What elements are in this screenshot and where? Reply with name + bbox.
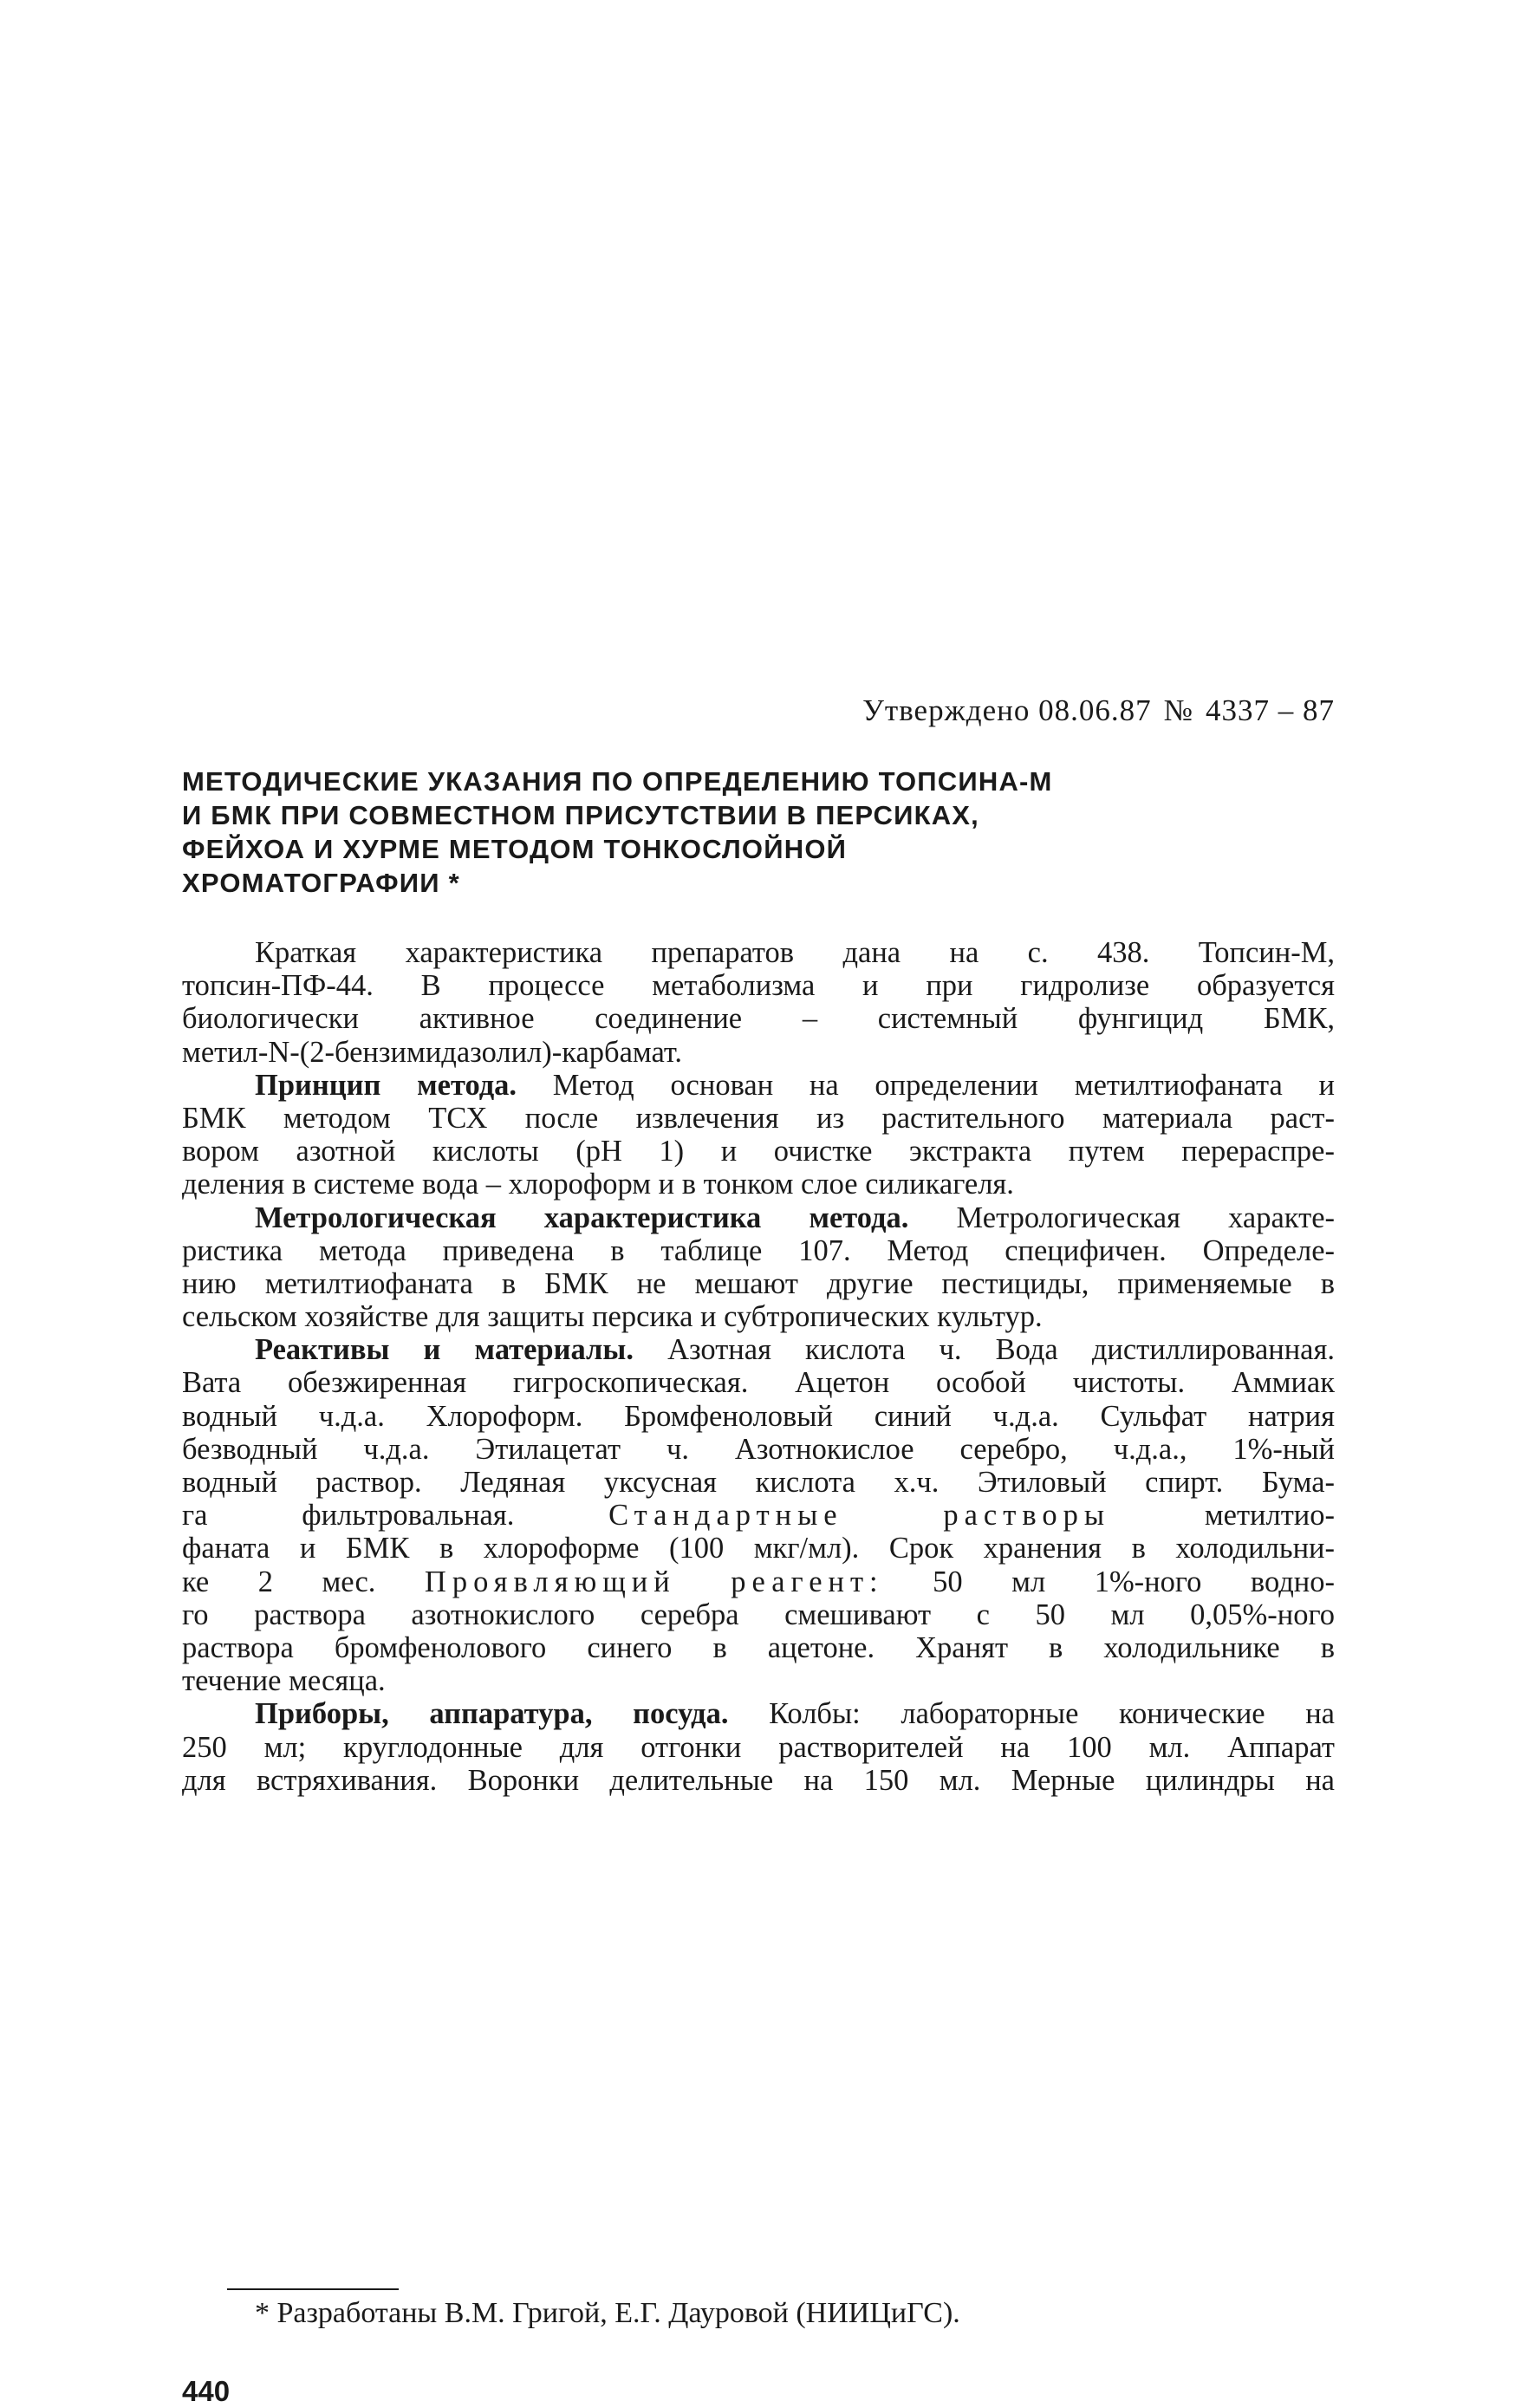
text-line: вором азотной кислоты (рН 1) и очистке экстракта путем перераспре- [182,1135,1335,1168]
text-line: метил-N-(2-бензимидазолил)-карбамат. [182,1035,683,1069]
text-fragment: ке 2 мес. [182,1565,376,1598]
spaced-term: Проявляющий реагент: [424,1565,884,1598]
document-title [182,765,1179,900]
approval-line [850,693,1335,728]
text-line [182,1201,1335,1234]
section-heading: Метрологическая характеристика метода. [255,1201,909,1234]
text-line: фаната и БМК в хлороформе (100 мкг/мл). Срок хранения в холодильни- [182,1532,1335,1565]
metrology-paragraph [182,1201,1335,1334]
document-page [182,0,1335,2407]
text-line: течение месяца. [182,1664,386,1698]
intro-paragraph [182,936,1335,1069]
equipment-paragraph [182,1697,1335,1797]
text-line: водный ч.д.а. Хлороформ. Бромфеноловый синий ч.д.а. Сульфат натрия [182,1399,1335,1433]
text-line: нию метилтиофаната в БМК не мешают другие пестициды, применяемые в [182,1266,1335,1300]
section-heading: Принцип метода. [255,1068,517,1102]
text-fragment: Азотная кислота ч. Вода дистиллированная. [633,1333,1335,1367]
text-fragment: га фильтровальная. [182,1499,515,1533]
text-fragment: метилтио- [1204,1499,1335,1533]
text-line [182,1069,1335,1102]
text-line [182,1333,1335,1366]
text-fragment: Колбы: лабораторные конические на [728,1697,1335,1731]
text-line: безводный ч.д.а. Этилацетат ч. Азотнокислое серебро, ч.д.а., 1%-ный [182,1432,1335,1466]
text-line: Краткая характеристика препаратов дана на с. 438. Топсин-М, [255,936,1335,969]
approval-number-sign: № [1163,693,1193,727]
footnote: * Разработаны В.М. Григой, Е.Г. Дауровой (НИИЦиГС). [255,2297,960,2329]
spaced-term: Стандартные растворы [608,1499,1111,1533]
reagents-paragraph [182,1333,1335,1697]
text-line: ристика метода приведена в таблице 107. Метод специфичен. Определе- [182,1233,1335,1267]
text-line: биологически активное соединение – системный фунгицид БМК, [182,1002,1335,1036]
text-line: водный раствор. Ледяная уксусная кислота х.ч. Этиловый спирт. Бума- [182,1466,1335,1499]
text-line: 250 мл; круглодонные для отгонки растворителей на 100 мл. Аппарат [182,1730,1335,1764]
text-line: деления в системе вода – хлороформ и в тонком слое силикагеля. [182,1168,1014,1201]
text-line [182,1499,1335,1532]
approval-label: Утверждено 08.06.87 [862,693,1152,727]
text-line [182,1697,1335,1730]
section-heading: Приборы, аппаратура, посуда. [255,1697,729,1731]
text-fragment: Метод основан на определении метилтиофаната и [517,1068,1335,1102]
text-fragment: Метрологическая характе- [908,1201,1335,1234]
text-line: сельском хозяйстве для защиты персика и субтропических культур. [182,1300,1043,1334]
text-line: Вата обезжиренная гигроскопическая. Ацетон особой чистоты. Аммиак [182,1366,1335,1400]
text-line: го раствора азотнокислого серебра смешивают с 50 мл 0,05%-ного [182,1598,1335,1631]
document-body [182,936,1335,1797]
footnote-divider [227,2288,399,2290]
text-line: раствора бромфенолового синего в ацетоне. Хранят в холодильнике в [182,1630,1335,1664]
text-line: БМК методом ТСХ после извлечения из растительного материала раст- [182,1101,1335,1135]
text-line: для встряхивания. Воронки делительные на 150 мл. Мерные цилиндры на [182,1763,1335,1797]
text-fragment: 50 мл 1%-ного водно- [933,1565,1335,1598]
page-number: 440 [182,2375,231,2407]
section-heading: Реактивы и материалы. [255,1333,634,1367]
title-line: ФЕЙХОА И ХУРМЕ МЕТОДОМ ТОНКОСЛОЙНОЙ [182,834,848,864]
approval-number: 4337 – 87 [1206,693,1335,727]
text-line [182,1565,1335,1598]
title-line: И БМК ПРИ СОВМЕСТНОМ ПРИСУТСТВИИ В ПЕРСИКАХ, [182,800,979,830]
text-line: топсин-ПФ-44. В процессе метаболизма и при гидролизе образуется [182,969,1335,1003]
title-line: ХРОМАТОГРАФИИ * [182,868,460,898]
principle-paragraph [182,1069,1335,1201]
title-line: МЕТОДИЧЕСКИЕ УКАЗАНИЯ ПО ОПРЕДЕЛЕНИЮ ТОПСИНА-М [182,766,1053,797]
